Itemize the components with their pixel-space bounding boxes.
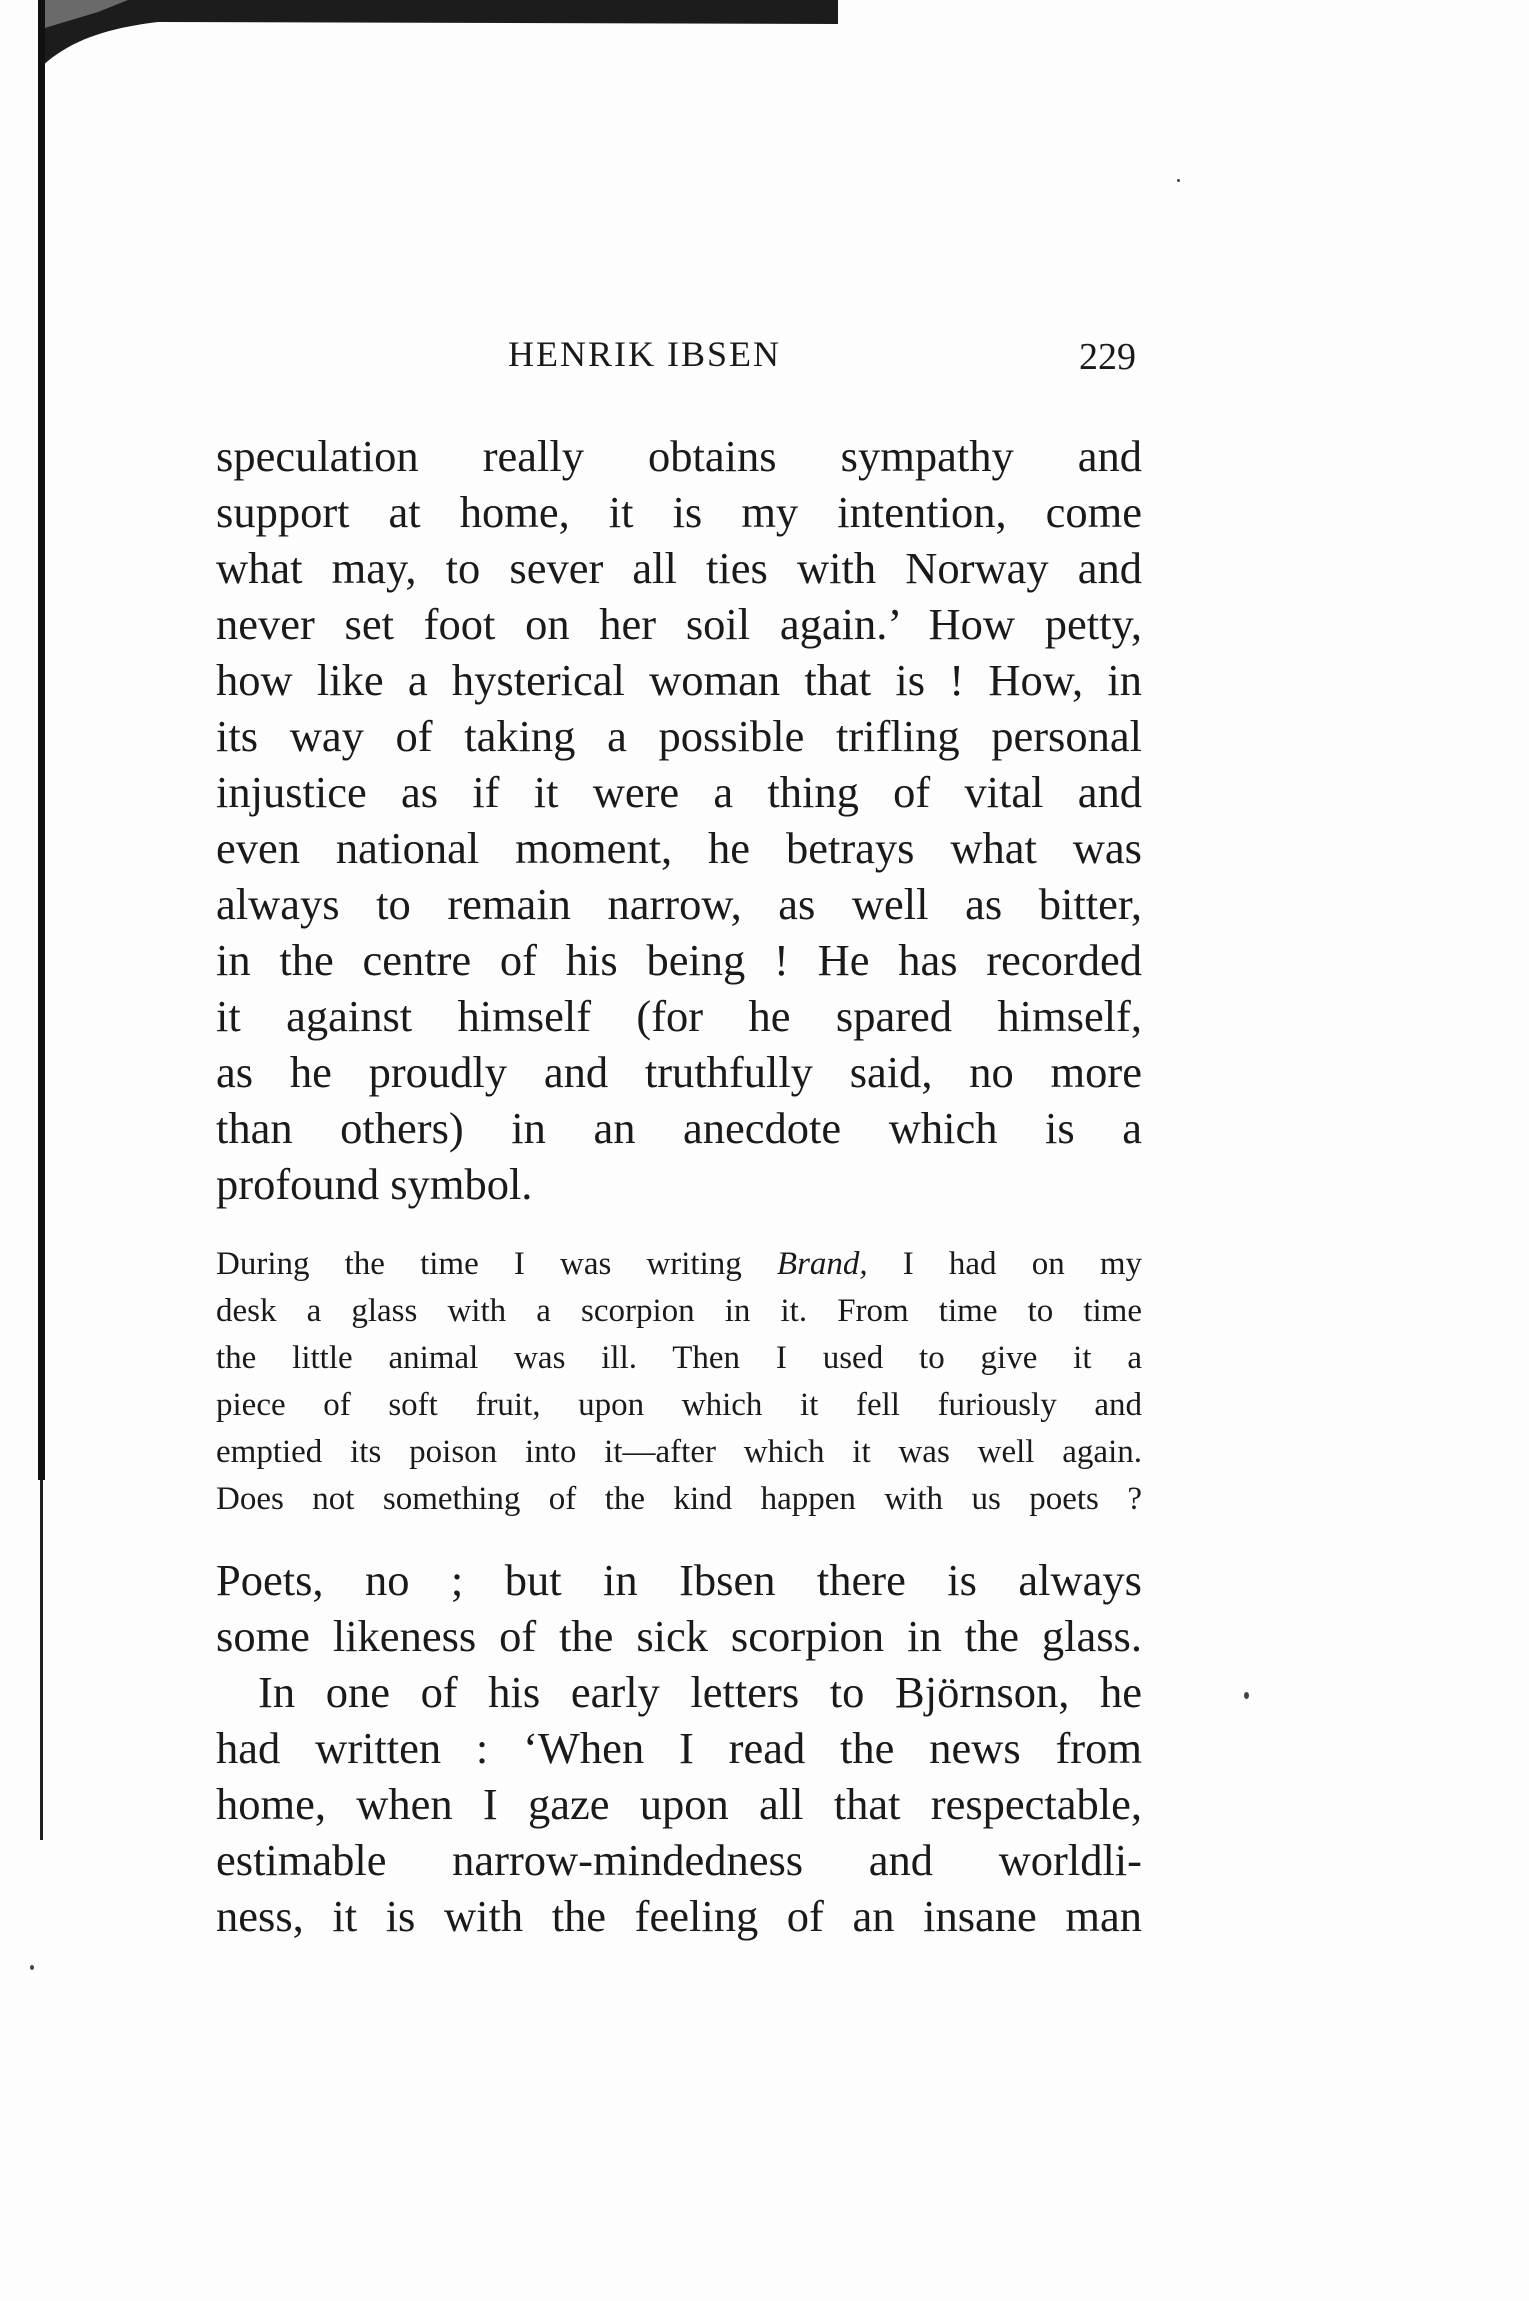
text-line: in the centre of his being ! He has recorded [216,935,1142,985]
quote-line: desk a glass with a scorpion in it. From time to time [216,1293,1142,1329]
paragraph-2-and-3 [216,1552,1142,1944]
text-line: it against himself (for he spared himself, [216,991,1142,1041]
text-line: speculation really obtains sympathy and [216,431,1142,481]
running-title: HENRIK IBSEN [508,334,781,374]
text-line: ness, it is with the feeling of an insane man [216,1891,1142,1941]
text-line: than others) in an anecdote which is a [216,1103,1142,1153]
text-line: always to remain narrow, as well as bitter, [216,879,1142,929]
quote-line: emptied its poison into it—after which it was well again. [216,1434,1142,1470]
quote-line [216,1241,1142,1288]
text-line: how like a hysterical woman that is ! How, in [216,655,1142,705]
text-line: its way of taking a possible trifling personal [216,711,1142,761]
text-line: home, when I gaze upon all that respectable, [216,1779,1142,1829]
quote-line: piece of soft fruit, upon which it fell furiously and [216,1387,1142,1423]
text-line: never set foot on her soil again.’ How petty, [216,599,1142,649]
text-line: Poets, no ; but in Ibsen there is always [216,1555,1142,1605]
text-line: profound symbol. [216,1159,533,1209]
binding-edge-lower [40,1480,43,1840]
quote-line: Does not something of the kind happen with us poets ? [216,1481,1142,1517]
quote-line: the little animal was ill. Then I used to give it a [216,1340,1142,1376]
text-line: estimable narrow-mindedness and worldli- [216,1835,1142,1885]
text-line: injustice as if it were a thing of vital and [216,767,1142,817]
text-line: had written : ‘When I read the news from [216,1723,1142,1773]
binding-edge [38,0,45,1480]
paragraph-1 [216,428,1142,1212]
block-quote [216,1241,1142,1523]
scan-corner-shadow [38,0,838,70]
text-line: In one of his early letters to Björnson, he [258,1667,1142,1717]
quote-text: I had on my [867,1246,1142,1282]
text-line: as he proudly and truthfully said, no more [216,1047,1142,1097]
text-line: some likeness of the sick scorpion in the glass. [216,1611,1142,1661]
text-line: support at home, it is my intention, come [216,487,1142,537]
page-number: 229 [1079,336,1136,378]
scan-speck [1244,1692,1249,1699]
running-head [216,333,1146,393]
text-line: what may, to sever all ties with Norway and [216,543,1142,593]
scan-speck [1177,179,1180,182]
scan-speck [30,1965,34,1970]
text-line: even national moment, he betrays what was [216,823,1142,873]
quote-title-brand: Brand, [776,1246,868,1282]
quote-text: During the time I was writing [216,1246,777,1282]
